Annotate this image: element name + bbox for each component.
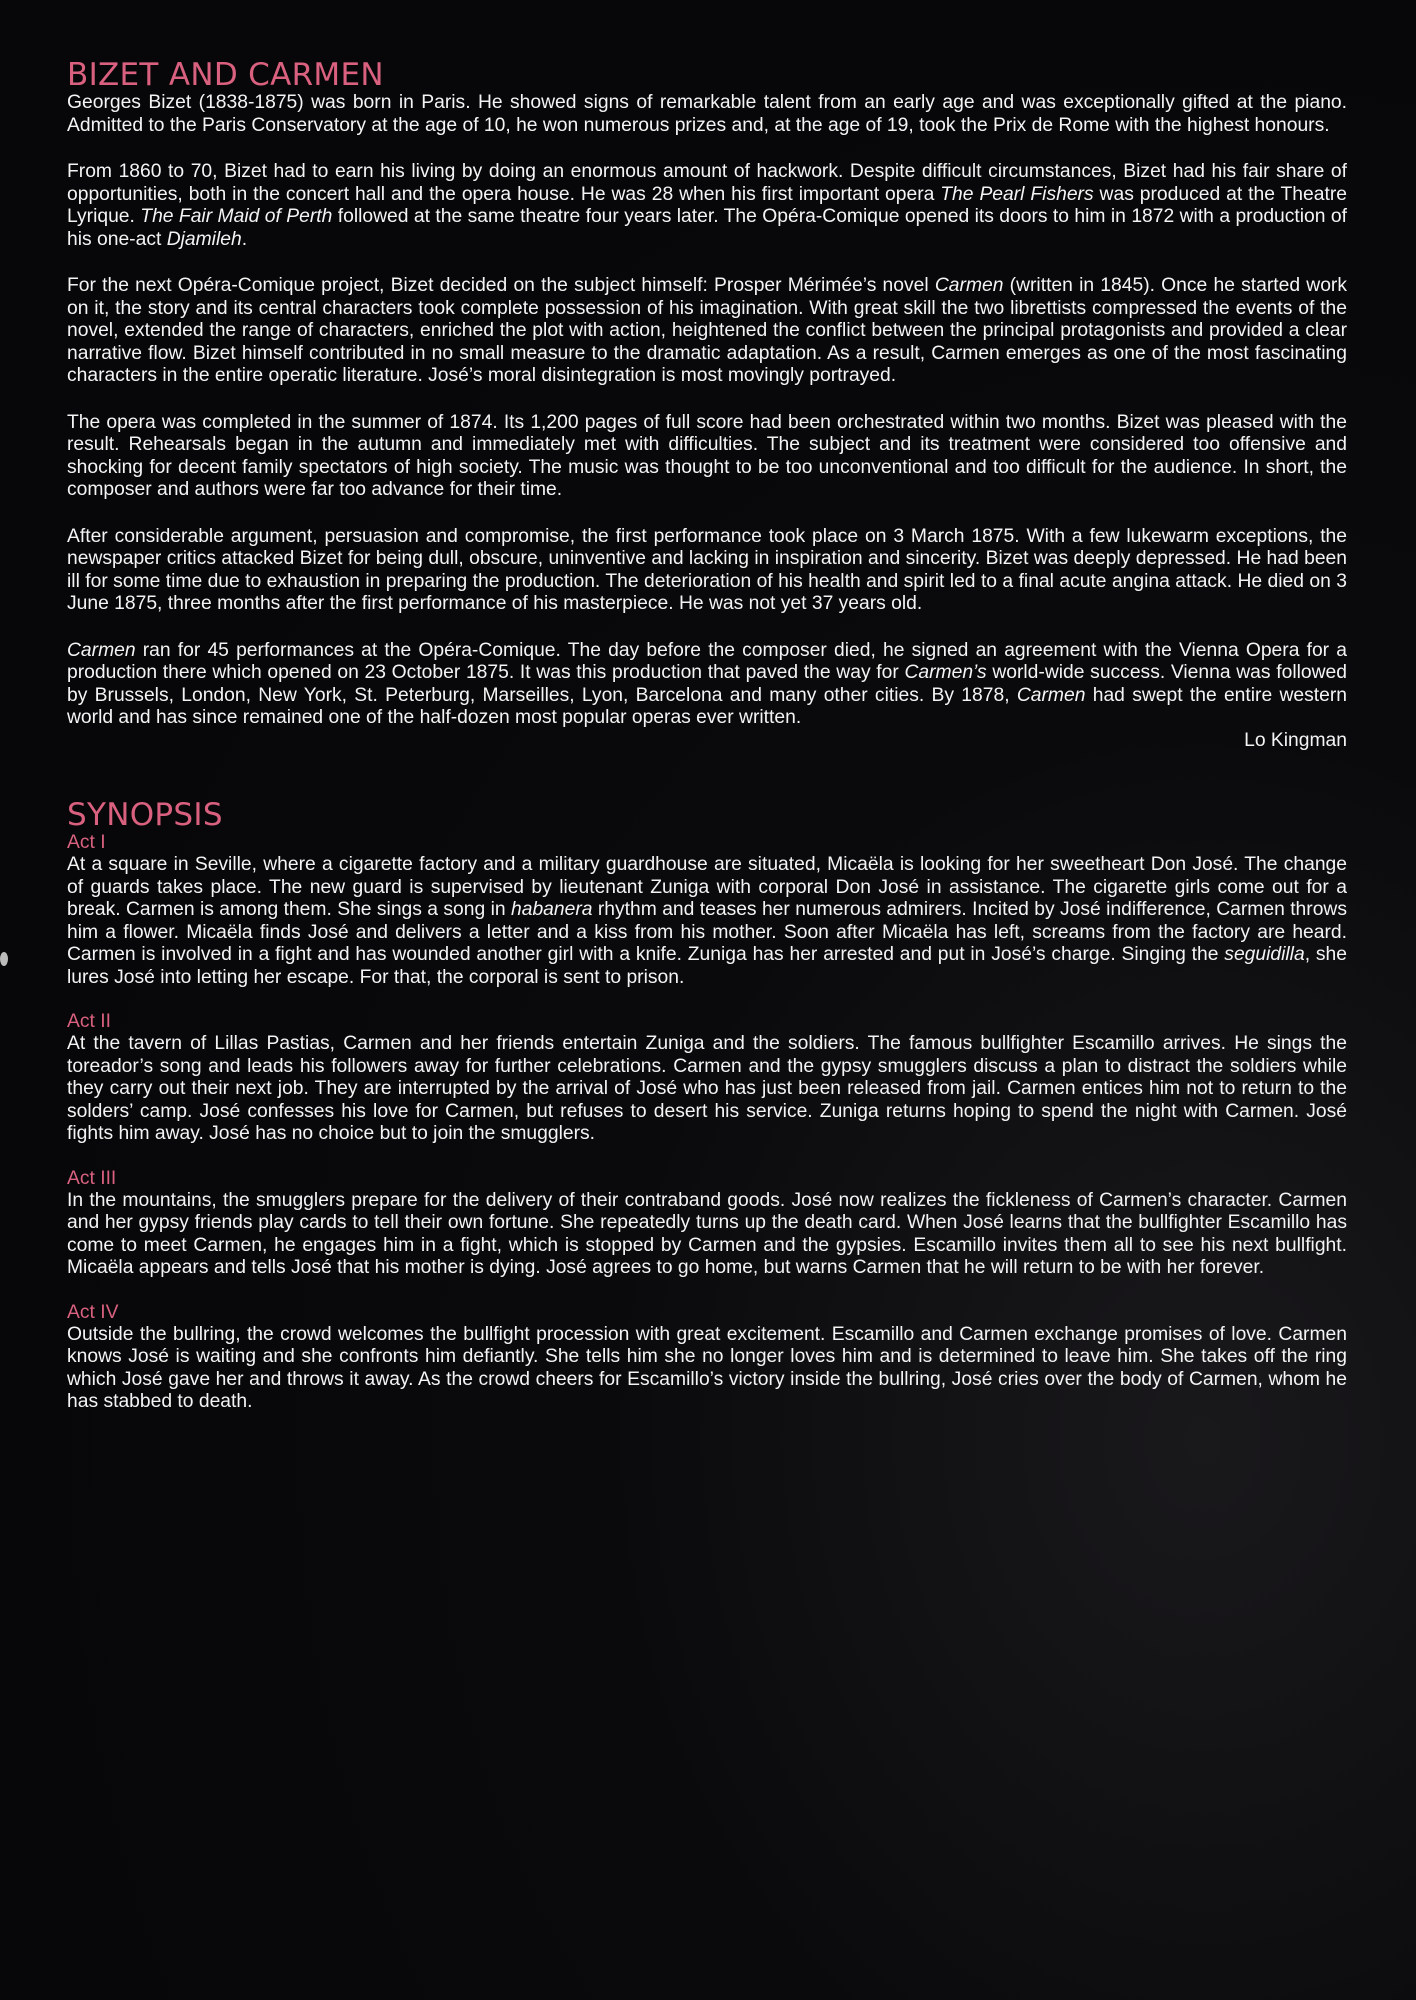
act-4-text: Outside the bullring, the crowd welcomes the bullfight procession with great excitement. Escamillo and Carmen exchange promises of love. Carmen knows José is waiting and she confronts him defiantly. She tells him she no longer loves him and is determined to leave him. She takes off the ring which José gave her and throws it away. As the crowd cheers for Escamillo’s victory inside the bullring, José cries over the body of Carmen, whom he has stabbed to death. [67,1323,1347,1413]
bio-paragraph-5: After considerable argument, persuasion and compromise, the first performance took place on 3 March 1875. With a few lukewarm exceptions, the newspaper critics attacked Bizet for being dull, obscure, uninventive and lacking in inspiration and sincerity. Bizet was deeply depressed. He had been ill for some time due to exhaustion in preparing the production. The deterioration of his health and spirit led to a final acute angina attack. He died on 3 June 1875, three months after the first performance of his masterpiece. He was not yet 37 years old. [67,525,1347,615]
author-signature: Lo Kingman [1244,729,1347,751]
act-4 [67,1302,1347,1414]
novel-title-carmen: Carmen [934,275,1004,297]
act-3-title: Act III [67,1167,117,1189]
act-2 [67,1011,1347,1146]
term-habanera: habanera [511,899,593,921]
opera-title-djamileh: Djamileh [166,228,242,250]
act-1-title: Act I [67,832,106,854]
term-seguidilla: seguidilla [1224,944,1305,966]
programme-page [67,58,1347,1436]
act-3-text: In the mountains, the smugglers prepare for the delivery of their contraband goods. José now realizes the fickleness of Carmen’s character. Carmen and her gypsy friends play cards to tell their own fortune. She repeatedly turns up the death card. When José learns that the bullfighter Escamillo has come to meet Carmen, he engages him in a fight, which is stopped by Carmen and the gypsies. Escamillo invites them all to see his next bullfight. Micaëla appears and tells José that his mother is dying. José agrees to go home, but warns Carmen that he will return to be with her forever. [67,1189,1347,1279]
opera-title-carmen: Carmen [67,639,136,661]
bio-paragraph-1: Georges Bizet (1838-1875) was born in Paris. He showed signs of remarkable talent from an early age and was exceptionally gifted at the piano. Admitted to the Paris Conservatory at the age of 10, he won numerous prizes and, at the age of 19, took the Prix de Rome with the highest honours. [67,92,1347,136]
synopsis-title: SYNOPSIS [67,797,223,834]
opera-title-fair-maid: The Fair Maid of Perth [140,206,333,228]
bio-paragraph-2: From 1860 to 70, Bizet had to earn his living by doing an enormous amount of hackwork. Despite difficult circumstances, Bizet had his fair share of opportunities, both in the concert hall and the opera house. He was 28 when his first important opera The Pearl Fishers was produced at the Theatre Lyrique. The Fair Maid of Perth followed at the same theatre four years later. The Opéra-Comique opened its doors to him in 1872 with a production of his one-act Djamileh. [67,161,1347,250]
opera-title-pearl-fishers: The Pearl Fishers [940,183,1094,205]
bio-title: BIZET AND CARMEN [67,57,384,93]
act-4-title: Act IV [67,1301,119,1323]
act-1-text: At a square in Seville, where a cigarette factory and a military guardhouse are situated, Micaëla is looking for her sweetheart Don José. The change of guards takes place. The new guard is supervised by lieutenant Zuniga with corporal Don José in assistance. The cigarette girls come out for a break. Carmen is among them. She sings a song in habanera rhythm and teases her numerous admirers. Incited by José indifference, Carmen throws him a flower. Micaëla finds José and delivers a letter and a kiss from his mother. Soon after Micaëla has left, screams from the factory are heard. Carmen is involved in a fight and has wounded another girl with a knife. Zuniga has her arrested and put in José’s charge. Singing the seguidilla, she lures José into letting her escape. For that, the corporal is sent to prison. [67,854,1347,988]
opera-title-carmen-2: Carmen [1016,684,1086,706]
synopsis-section [67,798,1347,1414]
bio-paragraph-3: For the next Opéra-Comique project, Bizet decided on the subject himself: Prosper Mérimée’s novel Carmen (written in 1845). Once he started work on it, the story and its central characters took complete possession of his imagination. With great skill the two librettists compressed the events of the novel, extended the range of characters, enriched the plot with action, heightened the conflict between the principal protagonists and provided a clear narrative flow. Bizet himself contributed in no small measure to the dramatic adaptation. As a result, Carmen emerges as one of the most fascinating characters in the entire operatic literature. José’s moral disintegration is most movingly portrayed. [67,275,1347,387]
page-edge-mark [0,952,8,966]
act-2-text: At the tavern of Lillas Pastias, Carmen and her friends entertain Zuniga and the soldiers. The famous bullfighter Escamillo arrives. He sings the toreador’s song and leads his followers away for further celebrations. Carmen and the gypsy smugglers discuss a plan to distract the soldiers while they carry out their next job. They are interrupted by the arrival of José who has just been released from jail. Carmen entices him not to return to the solders’ camp. José confesses his love for Carmen, but refuses to desert his service. Zuniga returns hoping to spend the night with Carmen. José fights him away. José has no choice but to join the smugglers. [67,1033,1347,1145]
bio-section [67,58,1347,752]
act-2-title: Act II [67,1011,111,1033]
act-1 [67,832,1347,989]
bio-paragraph-4: The opera was completed in the summer of 1874. Its 1,200 pages of full score had been orchestrated within two months. Bizet was pleased with the result. Rehearsals began in the autumn and immediately met with difficulties. The subject and its treatment were considered too offensive and shocking for decent family spectators of high society. The music was thought to be too unconventional and too difficult for the audience. In short, the composer and authors were far too advance for their time. [67,411,1347,501]
opera-title-carmens: Carmen’s [904,662,987,684]
act-3 [67,1168,1347,1280]
bio-paragraph-6: Carmen ran for 45 performances at the Opéra-Comique. The day before the composer died, he signed an agreement with the Vienna Opera for a production there which opened on 23 October 1875. It was this production that paved the way for Carmen’s world-wide success. Vienna was followed by Brussels, London, New York, St. Peterburg, Marseilles, Lyon, Barcelona and many other cities. By 1878, Carmen had swept the entire western world and has since remained one of the half-dozen most popular operas ever written. [67,639,1347,729]
